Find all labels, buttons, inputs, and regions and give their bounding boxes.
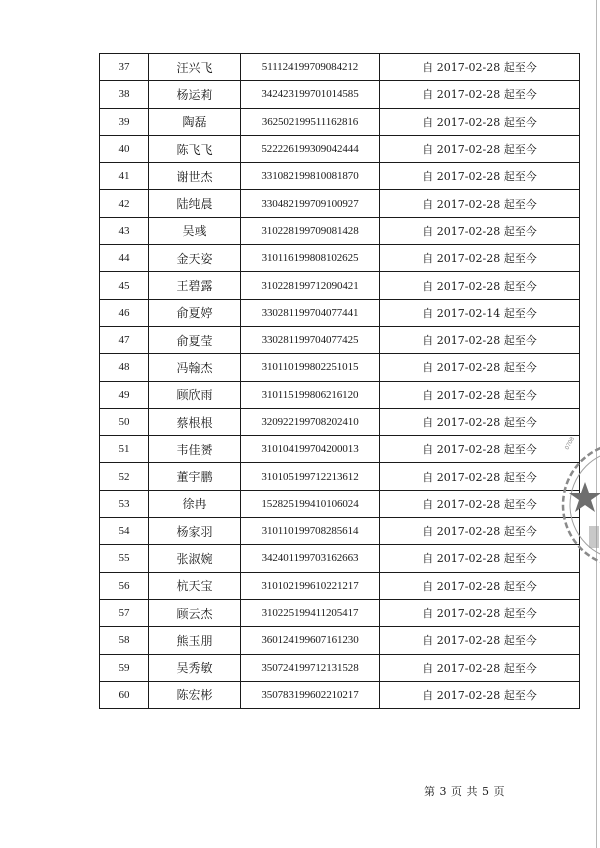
row-number: 44 (100, 245, 149, 272)
table-row (100, 354, 580, 381)
row-number: 48 (100, 354, 149, 381)
person-name: 金天姿 (149, 245, 241, 272)
table-row (100, 681, 580, 708)
row-number: 46 (100, 299, 149, 326)
id-number: 310115199806216120 (241, 381, 380, 408)
employment-term: 自 2017-02-28 起至今 (380, 490, 580, 517)
row-number: 53 (100, 490, 149, 517)
person-name: 陶磊 (149, 108, 241, 135)
id-number: 362502199511162816 (241, 108, 380, 135)
table-row (100, 572, 580, 599)
person-name: 陈飞飞 (149, 135, 241, 162)
employment-term: 自 2017-02-28 起至今 (380, 408, 580, 435)
employment-term: 自 2017-02-28 起至今 (380, 381, 580, 408)
row-number: 37 (100, 54, 149, 81)
table-row (100, 81, 580, 108)
employment-term: 自 2017-02-28 起至今 (380, 135, 580, 162)
table-row (100, 381, 580, 408)
person-name: 俞夏莹 (149, 326, 241, 353)
person-name: 顾云杰 (149, 599, 241, 626)
row-number: 40 (100, 135, 149, 162)
row-number: 45 (100, 272, 149, 299)
table-row (100, 654, 580, 681)
employment-term: 自 2017-02-28 起至今 (380, 572, 580, 599)
id-number: 350724199712131528 (241, 654, 380, 681)
employment-term: 自 2017-02-28 起至今 (380, 654, 580, 681)
row-number: 60 (100, 681, 149, 708)
row-number: 50 (100, 408, 149, 435)
row-number: 51 (100, 436, 149, 463)
id-number: 330482199709100927 (241, 190, 380, 217)
table-row (100, 245, 580, 272)
id-number: 310102199610221217 (241, 572, 380, 599)
person-name: 董宇鹏 (149, 463, 241, 490)
row-number: 43 (100, 217, 149, 244)
person-name: 徐冉 (149, 490, 241, 517)
person-name: 汪兴飞 (149, 54, 241, 81)
person-name: 陆纯晨 (149, 190, 241, 217)
id-number: 511124199709084212 (241, 54, 380, 81)
person-name: 顾欣雨 (149, 381, 241, 408)
id-number: 310225199411205417 (241, 599, 380, 626)
employment-term: 自 2017-02-28 起至今 (380, 190, 580, 217)
id-number: 320922199708202410 (241, 408, 380, 435)
person-name: 韦佳赟 (149, 436, 241, 463)
id-number: 310116199808102625 (241, 245, 380, 272)
person-name: 俞夏婷 (149, 299, 241, 326)
table-row (100, 54, 580, 81)
table-row (100, 627, 580, 654)
person-name: 王碧露 (149, 272, 241, 299)
page-indicator: 第 3 页 共 5 页 (424, 785, 505, 798)
id-number: 350783199602210217 (241, 681, 380, 708)
id-number: 310228199712090421 (241, 272, 380, 299)
table-row (100, 163, 580, 190)
row-number: 41 (100, 163, 149, 190)
row-number: 52 (100, 463, 149, 490)
person-name: 谢世杰 (149, 163, 241, 190)
table-row (100, 299, 580, 326)
table-row (100, 190, 580, 217)
employment-term: 自 2017-02-28 起至今 (380, 545, 580, 572)
row-number: 42 (100, 190, 149, 217)
table-row (100, 272, 580, 299)
table-row (100, 599, 580, 626)
employment-term: 自 2017-02-28 起至今 (380, 436, 580, 463)
table-row (100, 518, 580, 545)
id-number: 342401199703162663 (241, 545, 380, 572)
seal-fragment-text: 0708 (564, 436, 577, 451)
id-number: 330281199704077441 (241, 299, 380, 326)
employment-term: 自 2017-02-28 起至今 (380, 681, 580, 708)
person-name: 熊玉朋 (149, 627, 241, 654)
page-edge (596, 0, 597, 848)
row-number: 57 (100, 599, 149, 626)
employment-term: 自 2017-02-28 起至今 (380, 518, 580, 545)
employment-term: 自 2017-02-28 起至今 (380, 217, 580, 244)
row-number: 39 (100, 108, 149, 135)
row-number: 54 (100, 518, 149, 545)
id-number: 310104199704200013 (241, 436, 380, 463)
table-row (100, 408, 580, 435)
employment-term: 自 2017-02-28 起至今 (380, 81, 580, 108)
employment-term: 自 2017-02-28 起至今 (380, 463, 580, 490)
id-number: 310105199712213612 (241, 463, 380, 490)
person-name: 杨运莉 (149, 81, 241, 108)
id-number: 310228199709081428 (241, 217, 380, 244)
row-number: 58 (100, 627, 149, 654)
table-row (100, 463, 580, 490)
id-number: 342423199701014585 (241, 81, 380, 108)
row-number: 47 (100, 326, 149, 353)
table-row (100, 217, 580, 244)
id-number: 522226199309042444 (241, 135, 380, 162)
roster-table (99, 53, 580, 709)
person-name: 冯翰杰 (149, 354, 241, 381)
table-row (100, 108, 580, 135)
employment-term: 自 2017-02-28 起至今 (380, 54, 580, 81)
employment-term: 自 2017-02-28 起至今 (380, 272, 580, 299)
roster-body (100, 54, 580, 709)
row-number: 59 (100, 654, 149, 681)
employment-term: 自 2017-02-28 起至今 (380, 245, 580, 272)
official-seal-fragment (555, 430, 600, 580)
employment-term: 自 2017-02-14 起至今 (380, 299, 580, 326)
id-number: 310110199802251015 (241, 354, 380, 381)
employment-term: 自 2017-02-28 起至今 (380, 354, 580, 381)
person-name: 吴秀敏 (149, 654, 241, 681)
table-row (100, 326, 580, 353)
employment-term: 自 2017-02-28 起至今 (380, 599, 580, 626)
person-name: 杭天宝 (149, 572, 241, 599)
employment-term: 自 2017-02-28 起至今 (380, 108, 580, 135)
employment-term: 自 2017-02-28 起至今 (380, 326, 580, 353)
table-row (100, 135, 580, 162)
id-number: 331082199810081870 (241, 163, 380, 190)
employment-term: 自 2017-02-28 起至今 (380, 163, 580, 190)
table-row (100, 436, 580, 463)
person-name: 张淑婉 (149, 545, 241, 572)
person-name: 吴彧 (149, 217, 241, 244)
employment-term: 自 2017-02-28 起至今 (380, 627, 580, 654)
person-name: 蔡根根 (149, 408, 241, 435)
row-number: 55 (100, 545, 149, 572)
id-number: 152825199410106024 (241, 490, 380, 517)
id-number: 310110199708285614 (241, 518, 380, 545)
table-row (100, 545, 580, 572)
id-number: 330281199704077425 (241, 326, 380, 353)
id-number: 360124199607161230 (241, 627, 380, 654)
table-row (100, 490, 580, 517)
person-name: 陈宏彬 (149, 681, 241, 708)
row-number: 49 (100, 381, 149, 408)
person-name: 杨家羽 (149, 518, 241, 545)
row-number: 56 (100, 572, 149, 599)
row-number: 38 (100, 81, 149, 108)
